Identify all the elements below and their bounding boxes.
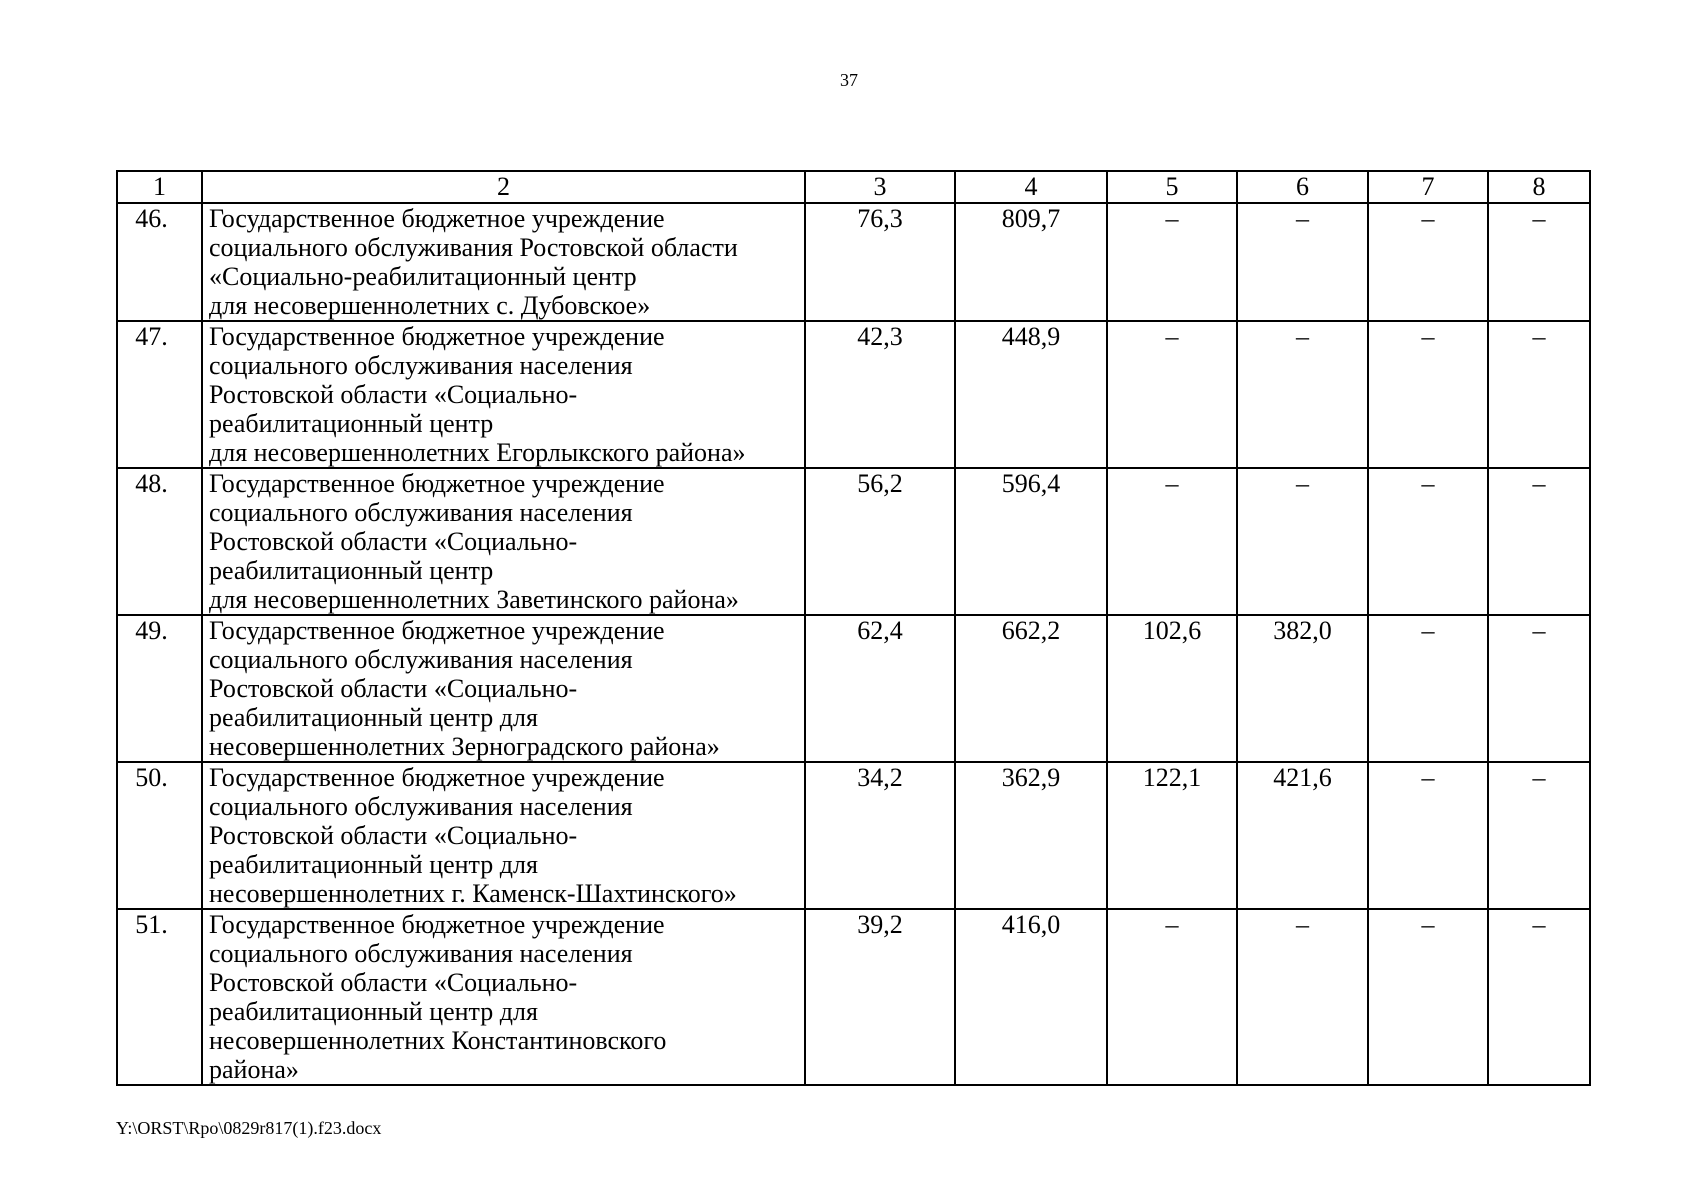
value-cell-c7: –	[1368, 615, 1488, 762]
column-header: 6	[1237, 171, 1368, 203]
column-header: 7	[1368, 171, 1488, 203]
institution-name-line: социального обслуживания населения	[209, 792, 633, 821]
value-cell-c6: –	[1237, 321, 1368, 468]
institution-name-line: «Социально-реабилитационный центр	[209, 262, 637, 291]
institution-name-line: Ростовской области «Социально-	[209, 821, 578, 850]
institution-name-line: Государственное бюджетное учреждение	[209, 763, 665, 792]
institution-name-line: реабилитационный центр для	[209, 850, 538, 879]
value-cell-c3: 39,2	[805, 909, 955, 1085]
institution-name-line: социального обслуживания населения	[209, 498, 633, 527]
value-cell-c3: 62,4	[805, 615, 955, 762]
institution-name-line: Ростовской области «Социально-	[209, 527, 578, 556]
row-number: 49.	[117, 615, 202, 762]
institution-name-line: реабилитационный центр для	[209, 997, 538, 1026]
value-cell-c3: 34,2	[805, 762, 955, 909]
value-cell-c8: –	[1488, 321, 1590, 468]
column-header: 3	[805, 171, 955, 203]
institution-name-line: несовершеннолетних г. Каменск-Шахтинского»	[209, 879, 737, 908]
institution-name-cell	[202, 909, 805, 1085]
value-cell-c5: –	[1107, 909, 1237, 1085]
value-cell-c7: –	[1368, 909, 1488, 1085]
table-row	[117, 909, 1590, 1085]
institution-name-cell	[202, 203, 805, 321]
value-cell-c7: –	[1368, 468, 1488, 615]
value-cell-c6: –	[1237, 203, 1368, 321]
institution-name-line: Ростовской области «Социально-	[209, 968, 578, 997]
value-cell-c4: 809,7	[955, 203, 1107, 321]
file-path-footer: Y:\ORST\Rpo\0829r817(1).f23.docx	[116, 1118, 382, 1138]
row-number: 46.	[117, 203, 202, 321]
institution-name-cell	[202, 615, 805, 762]
value-cell-c5: –	[1107, 203, 1237, 321]
institution-name-line: Ростовской области «Социально-	[209, 380, 578, 409]
institution-name-line: Ростовской области «Социально-	[209, 674, 578, 703]
institution-name-line: Государственное бюджетное учреждение	[209, 322, 665, 351]
value-cell-c8: –	[1488, 203, 1590, 321]
table-row	[117, 203, 1590, 321]
institution-name-line: для несовершеннолетних Заветинского района»	[209, 585, 739, 614]
value-cell-c8: –	[1488, 615, 1590, 762]
value-cell-c5: 122,1	[1107, 762, 1237, 909]
value-cell-c4: 662,2	[955, 615, 1107, 762]
institution-name-line: реабилитационный центр для	[209, 703, 538, 732]
value-cell-c4: 448,9	[955, 321, 1107, 468]
value-cell-c5: –	[1107, 468, 1237, 615]
value-cell-c7: –	[1368, 321, 1488, 468]
row-number: 50.	[117, 762, 202, 909]
column-header: 2	[202, 171, 805, 203]
value-cell-c4: 362,9	[955, 762, 1107, 909]
institution-name-line: для несовершеннолетних с. Дубовское»	[209, 291, 651, 320]
value-cell-c6: 421,6	[1237, 762, 1368, 909]
institution-name-line: реабилитационный центр	[209, 556, 494, 585]
institution-name-line: социального обслуживания Ростовской области	[209, 233, 738, 262]
value-cell-c4: 596,4	[955, 468, 1107, 615]
institution-name-line: Государственное бюджетное учреждение	[209, 469, 665, 498]
institution-name-line: социального обслуживания населения	[209, 645, 633, 674]
column-header: 5	[1107, 171, 1237, 203]
value-cell-c8: –	[1488, 468, 1590, 615]
institution-name-cell	[202, 321, 805, 468]
table-row	[117, 321, 1590, 468]
table-row	[117, 468, 1590, 615]
data-table	[116, 170, 1591, 1086]
column-header: 4	[955, 171, 1107, 203]
column-header: 1	[117, 171, 202, 203]
institution-name-line: социального обслуживания населения	[209, 351, 633, 380]
institution-name-line: Государственное бюджетное учреждение	[209, 204, 665, 233]
value-cell-c5: 102,6	[1107, 615, 1237, 762]
table-row	[117, 762, 1590, 909]
value-cell-c6: –	[1237, 909, 1368, 1085]
value-cell-c3: 56,2	[805, 468, 955, 615]
institution-name-line: района»	[209, 1055, 299, 1084]
value-cell-c3: 76,3	[805, 203, 955, 321]
institution-name-line: Государственное бюджетное учреждение	[209, 616, 665, 645]
value-cell-c6: 382,0	[1237, 615, 1368, 762]
institution-name-line: Государственное бюджетное учреждение	[209, 910, 665, 939]
value-cell-c5: –	[1107, 321, 1237, 468]
institution-name-cell	[202, 762, 805, 909]
value-cell-c8: –	[1488, 909, 1590, 1085]
value-cell-c8: –	[1488, 762, 1590, 909]
institution-name-cell	[202, 468, 805, 615]
institution-name-line: несовершеннолетних Константиновского	[209, 1026, 667, 1055]
row-number: 48.	[117, 468, 202, 615]
institution-name-line: реабилитационный центр	[209, 409, 494, 438]
table-header-row	[117, 171, 1590, 203]
value-cell-c7: –	[1368, 762, 1488, 909]
institution-name-line: для несовершеннолетних Егорлыкского района»	[209, 438, 746, 467]
value-cell-c7: –	[1368, 203, 1488, 321]
value-cell-c3: 42,3	[805, 321, 955, 468]
table-row	[117, 615, 1590, 762]
institution-name-line: социального обслуживания населения	[209, 939, 633, 968]
value-cell-c6: –	[1237, 468, 1368, 615]
page-number: 37	[840, 70, 858, 90]
row-number: 51.	[117, 909, 202, 1085]
column-header: 8	[1488, 171, 1590, 203]
value-cell-c4: 416,0	[955, 909, 1107, 1085]
row-number: 47.	[117, 321, 202, 468]
institution-name-line: несовершеннолетних Зерноградского района»	[209, 732, 720, 761]
